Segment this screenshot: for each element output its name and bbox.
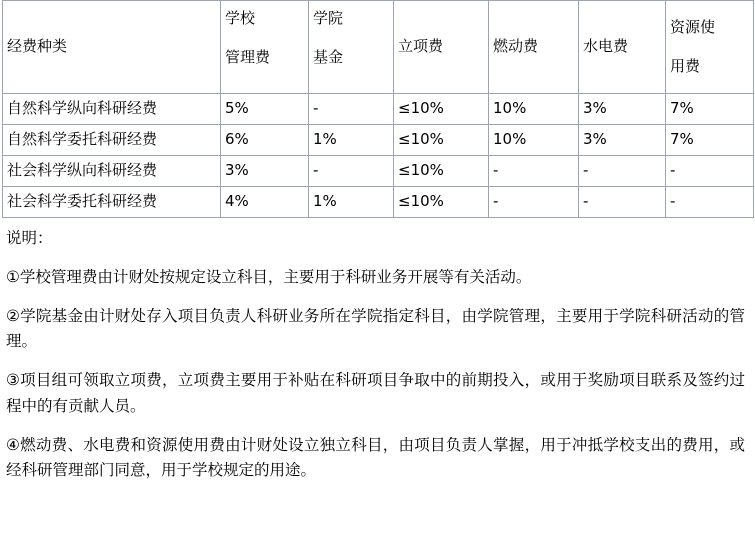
header-fund-line-1: 学院 (313, 9, 344, 27)
cell-kind: 社会科学纵向科研经费 (3, 156, 221, 187)
note-item-1: ①学校管理费由计财处按规定设立科目，主要用于科研业务开展等有关活动。 (6, 268, 532, 287)
cell-manage: 3% (221, 156, 309, 187)
header-cell-water (579, 1, 666, 94)
header-manage-line-1: 学校 (225, 9, 256, 27)
cell-manage: 6% (221, 125, 309, 156)
cell-manage: 5% (221, 94, 309, 125)
cell-manage: 4% (221, 187, 309, 218)
note-item-3: ③项目组可领取立项费，立项费主要用于补贴在科研项目争取中的前期投入，或用于奖励项目联系及签约过程中的有贡献人员。 (6, 371, 745, 415)
header-water-line-1: 水电费 (583, 37, 629, 56)
cell-burn: 10% (489, 125, 579, 156)
cell-water: 3% (579, 125, 666, 156)
cell-water: - (579, 156, 666, 187)
cell-item: ≤10% (394, 94, 489, 125)
notes-section (6, 226, 755, 483)
notes-title: 说明： (6, 229, 53, 247)
cell-resource: 7% (666, 94, 754, 125)
header-resource-line-2: 用费 (670, 57, 701, 75)
table-row (3, 94, 754, 125)
research-fee-table (2, 0, 754, 218)
table-row (3, 125, 754, 156)
header-cell-kind (3, 1, 221, 94)
cell-resource: - (666, 187, 754, 218)
cell-fund: 1% (309, 125, 394, 156)
table-row (3, 187, 754, 218)
header-resource-line-1: 资源使 (670, 17, 716, 36)
cell-burn: - (489, 156, 579, 187)
table-row (3, 156, 754, 187)
cell-water: 3% (579, 94, 666, 125)
cell-fund: 1% (309, 187, 394, 218)
header-fund-line-2: 基金 (313, 48, 344, 67)
header-cell-burn (489, 1, 579, 94)
cell-kind: 自然科学纵向科研经费 (3, 94, 221, 125)
note-item-2: ②学院基金由计财处存入项目负责人科研业务所在学院指定科目，由学院管理，主要用于学院科研活动的管理。 (6, 307, 745, 351)
cell-item: ≤10% (394, 125, 489, 156)
cell-kind: 自然科学委托科研经费 (3, 125, 221, 156)
cell-resource: - (666, 156, 754, 187)
header-cell-fund (309, 1, 394, 94)
table-header-row (3, 1, 754, 94)
cell-item: ≤10% (394, 156, 489, 187)
header-item-line-1: 立项费 (398, 37, 444, 56)
header-manage-line-2: 管理费 (225, 48, 271, 67)
header-cell-manage (221, 1, 309, 94)
cell-kind: 社会科学委托科研经费 (3, 187, 221, 218)
cell-water: - (579, 187, 666, 218)
header-cell-item (394, 1, 489, 94)
cell-burn: 10% (489, 94, 579, 125)
header-burn-line-1: 燃动费 (493, 37, 539, 56)
header-cell-resource (666, 1, 754, 94)
cell-item: ≤10% (394, 187, 489, 218)
cell-resource: 7% (666, 125, 754, 156)
note-item-4: ④燃动费、水电费和资源使用费由计财处设立独立科目，由项目负责人掌握，用于冲抵学校支出的费用，或经科研管理部门同意，用于学校规定的用途。 (6, 435, 745, 479)
cell-fund: - (309, 156, 394, 187)
cell-fund: - (309, 94, 394, 125)
header-kind-line-1: 经费种类 (7, 37, 68, 56)
cell-burn: - (489, 187, 579, 218)
